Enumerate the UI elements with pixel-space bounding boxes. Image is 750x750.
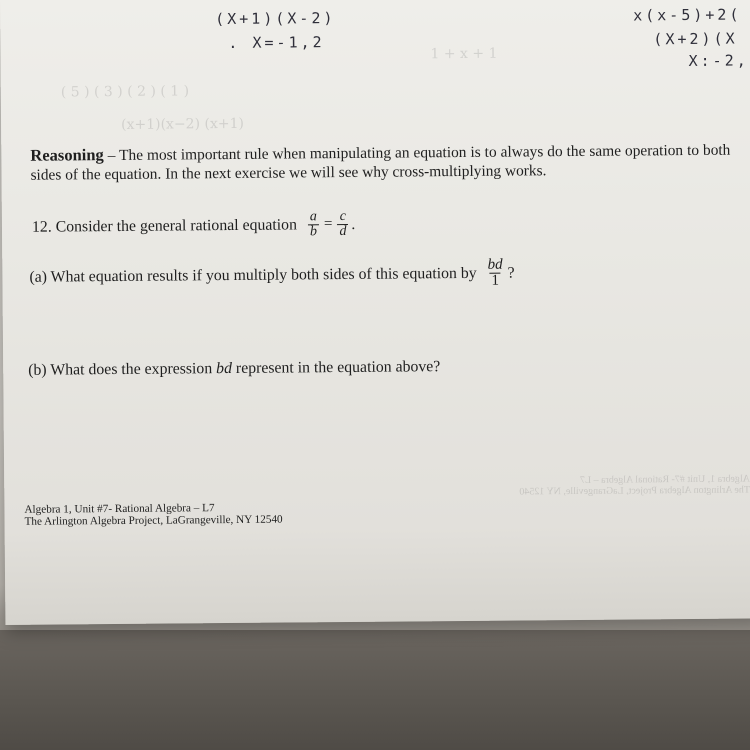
fraction-denominator: 1 <box>491 272 500 289</box>
question-12-prompt: 12. Consider the general rational equation <box>31 215 297 236</box>
footer-bleed-line-2: The Arlington Algebra Project, LaGrangeville, NY 12540 <box>519 484 750 498</box>
fraction-numerator: a <box>309 209 317 225</box>
handwriting-left-line1: (X+1)(X-2) <box>215 9 336 29</box>
footer-line-1: Algebra 1, Unit #7- Rational Algebra – L7 <box>24 502 215 516</box>
bleed-through-marks-2: (x+1)(x−2) (x+1) <box>121 115 244 133</box>
bleed-through-marks: ( 5 ) ( 3 ) ( 2 ) ( 1 ) <box>60 83 190 101</box>
footer-bleed-through <box>519 473 750 497</box>
question-part-b <box>28 358 440 380</box>
question-12 <box>32 210 356 242</box>
question-mark: ? <box>507 264 515 282</box>
reasoning-paragraph <box>30 140 730 185</box>
part-b-prompt: (b) What does the expression <box>28 360 213 379</box>
part-b-expression: bd <box>216 359 233 378</box>
part-a-prompt: (a) What equation results if you multiply both sides of this equation by <box>29 264 477 286</box>
footer-line-2: The Arlington Algebra Project, LaGrangeville, NY 12540 <box>24 513 283 528</box>
fraction-a-over-b <box>308 210 319 239</box>
handwriting-left-line2: . X=-1,2 <box>228 33 325 53</box>
fraction-denominator: b <box>309 224 318 240</box>
part-b-suffix: represent in the equation above? <box>235 358 441 377</box>
table-surface <box>0 630 750 750</box>
fraction-bd-over-1 <box>485 258 504 289</box>
fraction-c-over-d <box>337 210 348 239</box>
handwriting-right-line1: x(x-5)+2( <box>633 5 742 25</box>
fraction-denominator: d <box>339 223 347 240</box>
footer-bleed-line-1: Algebra 1, Unit #7- Rational Algebra – L7 <box>579 473 750 486</box>
reasoning-text: – The most important rule when manipulating an equation is to always do the same operation to both sides of the equation. In the next exercise we will see why cross-multiplying works. <box>30 141 731 184</box>
fraction-numerator: bd <box>487 256 503 273</box>
page-footer <box>24 502 282 528</box>
fraction-numerator: c <box>339 208 346 225</box>
question-part-a <box>29 258 514 293</box>
handwriting-right-line2: (X+2)(X <box>653 29 738 49</box>
equals-sign: = <box>323 216 333 233</box>
handwriting-right-line3: X:-2, <box>688 51 749 70</box>
reasoning-heading: Reasoning <box>30 145 104 165</box>
period: . <box>351 215 356 233</box>
bleed-through-marks-3: 1 + x + 1 <box>430 45 498 63</box>
